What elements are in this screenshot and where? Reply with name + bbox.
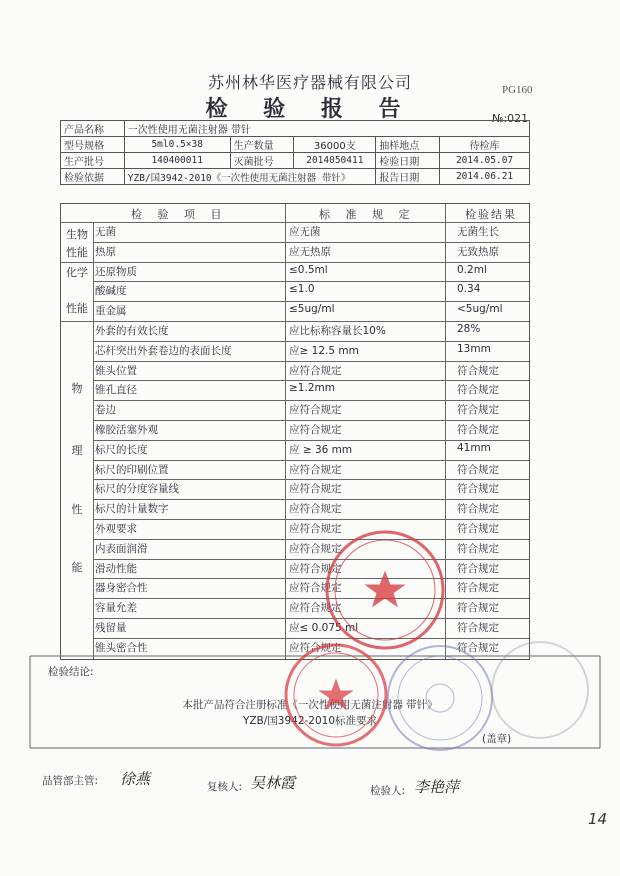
report-title: 检 验 报 告 (205, 96, 415, 122)
document-code: PG160 (502, 84, 533, 96)
row-result: 符合规定 (457, 641, 499, 654)
category-phys-3: 性 (71, 503, 83, 516)
reviewer-signature: 吴林霞 (250, 774, 296, 792)
conclusion-line-1: 本批产品符合注册标准《一次性使用无菌注射器 带针》 (182, 699, 438, 711)
basis-value: YZB/国3942-2010《一次性使用无菌注射器 带针》 (124, 169, 376, 185)
row-standard: 应无菌 (289, 226, 321, 238)
row-result: 符合规定 (457, 364, 499, 377)
row-standard: 应符合规定 (289, 523, 342, 535)
company-name: 苏州林华医疗器械有限公司 (207, 73, 412, 92)
row-standard: 应符合规定 (289, 602, 342, 615)
quantity-label: 生产数量 (230, 137, 294, 153)
row-item: 标尺的长度 (95, 443, 148, 456)
row-result: 符合规定 (457, 523, 499, 535)
row-result: 28% (457, 323, 481, 335)
row-result: 符合规定 (457, 463, 499, 476)
stamp-note: (盖章) (482, 733, 512, 745)
row-item: 芯杆突出外套卷边的表面长度 (95, 344, 232, 357)
batch-label: 生产批号 (61, 153, 125, 169)
report-date-value: 2014.06.21 (440, 169, 530, 185)
sample-place-value: 待检库 (440, 137, 530, 153)
report-date-label: 报告日期 (376, 169, 440, 185)
row-result: 符合规定 (457, 404, 499, 417)
row-standard: 应符合规定 (289, 542, 342, 555)
conclusion-line-2: YZB/国3942-2010标准要求 (242, 715, 378, 727)
row-standard: 应 ≥ 36 mm (289, 443, 353, 456)
row-result: 13mm (457, 342, 491, 355)
row-result: 符合规定 (457, 424, 499, 436)
row-standard: 应符合规定 (289, 562, 342, 575)
row-item: 残留量 (95, 622, 127, 634)
row-standard: 应符合规定 (289, 364, 342, 377)
category-phys-2: 理 (71, 444, 83, 457)
row-result: 符合规定 (457, 562, 499, 575)
conclusion-label: 检验结论: (48, 666, 94, 678)
category-phys-4: 能 (71, 561, 83, 574)
row-item: 酸碱度 (95, 285, 127, 298)
inspect-date-value: 2014.05.07 (440, 153, 530, 169)
row-standard: 应符合规定 (289, 582, 342, 595)
category-chem-2: 性能 (66, 302, 88, 315)
row-result: 无菌生长 (457, 226, 499, 238)
serial-number: №:021 (492, 112, 529, 125)
blue-seal-icon (388, 646, 492, 750)
category-bio-1: 生物 (66, 228, 88, 241)
row-result: 0.34 (457, 283, 481, 296)
batch-value: 140400011 (124, 153, 230, 169)
row-item: 热原 (95, 245, 116, 258)
row-result: 符合规定 (457, 602, 499, 615)
row-item: 外套的有效长度 (95, 325, 169, 337)
sterile-batch-label: 灭菌批号 (230, 153, 294, 169)
row-item: 标尺的印刷位置 (95, 463, 169, 476)
row-item: 橡胶活塞外观 (95, 424, 158, 436)
row-standard: ≤5ug/ml (289, 303, 335, 316)
spec-value: 5ml0.5×38 (124, 137, 230, 153)
product-name-label: 产品名称 (61, 121, 125, 137)
director-label: 品管部主管: (42, 775, 99, 787)
page-number: 14 (588, 810, 608, 828)
row-result: 符合规定 (457, 582, 499, 595)
row-standard: 应符合规定 (289, 424, 342, 436)
category-chem-1: 化学 (66, 266, 88, 279)
row-result: 符合规定 (457, 384, 499, 397)
row-result: 符合规定 (457, 483, 499, 496)
row-standard: 应符合规定 (289, 641, 342, 654)
product-name: 一次性使用无菌注射器 带针 (124, 121, 529, 137)
row-item: 卷边 (95, 404, 116, 417)
row-item: 标尺的分度容量线 (95, 483, 179, 496)
row-standard: 应无热原 (289, 245, 331, 258)
row-result: 符合规定 (457, 503, 499, 516)
row-item: 滑动性能 (95, 562, 137, 575)
header-result: 检验结果 (465, 208, 517, 221)
row-item: 器身密合性 (95, 582, 148, 595)
header-item: 检 验 项 目 (131, 208, 228, 221)
row-standard: 应≥ 12.5 mm (289, 344, 359, 357)
row-result: 无致热原 (457, 245, 499, 258)
row-item: 锥孔直径 (95, 384, 137, 397)
inspector-label: 检验人: (370, 785, 406, 797)
row-item: 无菌 (95, 226, 116, 238)
inspector-signature: 李艳萍 (414, 778, 460, 796)
row-result: <5ug/ml (457, 303, 503, 316)
row-item: 重金属 (95, 305, 127, 318)
row-standard: 应符合规定 (289, 483, 342, 496)
basis-label: 检验依据 (61, 169, 125, 185)
row-item: 标尺的计量数字 (95, 503, 169, 516)
row-standard: ≥1.2mm (289, 382, 335, 395)
inspect-date-label: 检验日期 (376, 153, 440, 169)
row-item: 容量允差 (95, 602, 137, 615)
row-standard: 应≤ 0.075 ml (289, 622, 359, 634)
director-signature: 徐燕 (120, 770, 151, 788)
row-item: 外观要求 (95, 523, 137, 535)
category-phys-1: 物 (71, 382, 83, 395)
row-standard: 应符合规定 (289, 463, 342, 476)
header-standard: 标 准 规 定 (319, 208, 416, 221)
row-result: 0.2ml (457, 263, 487, 276)
category-bio-2: 性能 (66, 246, 88, 259)
reviewer-label: 复核人: (207, 781, 243, 793)
sterile-batch-value: 2014050411 (294, 153, 376, 169)
row-standard: 应比标称容量长10% (289, 325, 386, 337)
sample-place-label: 抽样地点 (376, 137, 440, 153)
row-result: 符合规定 (457, 542, 499, 555)
row-item: 锥头位置 (95, 364, 137, 377)
row-standard: 应符合规定 (289, 503, 342, 516)
row-item: 还原物质 (95, 265, 137, 278)
row-standard: 应符合规定 (289, 404, 342, 417)
row-standard: ≤0.5ml (289, 263, 328, 276)
red-inspection-seal-icon (286, 645, 386, 745)
row-standard: ≤1.0 (289, 283, 315, 296)
red-seal-icon (327, 532, 443, 648)
row-result: 符合规定 (457, 622, 499, 634)
row-item: 内表面润滑 (95, 542, 148, 555)
spec-label: 型号规格 (61, 137, 125, 153)
quantity-value: 36000支 (294, 137, 376, 153)
row-result: 41mm (457, 441, 491, 454)
row-item: 锥头密合性 (95, 641, 148, 654)
